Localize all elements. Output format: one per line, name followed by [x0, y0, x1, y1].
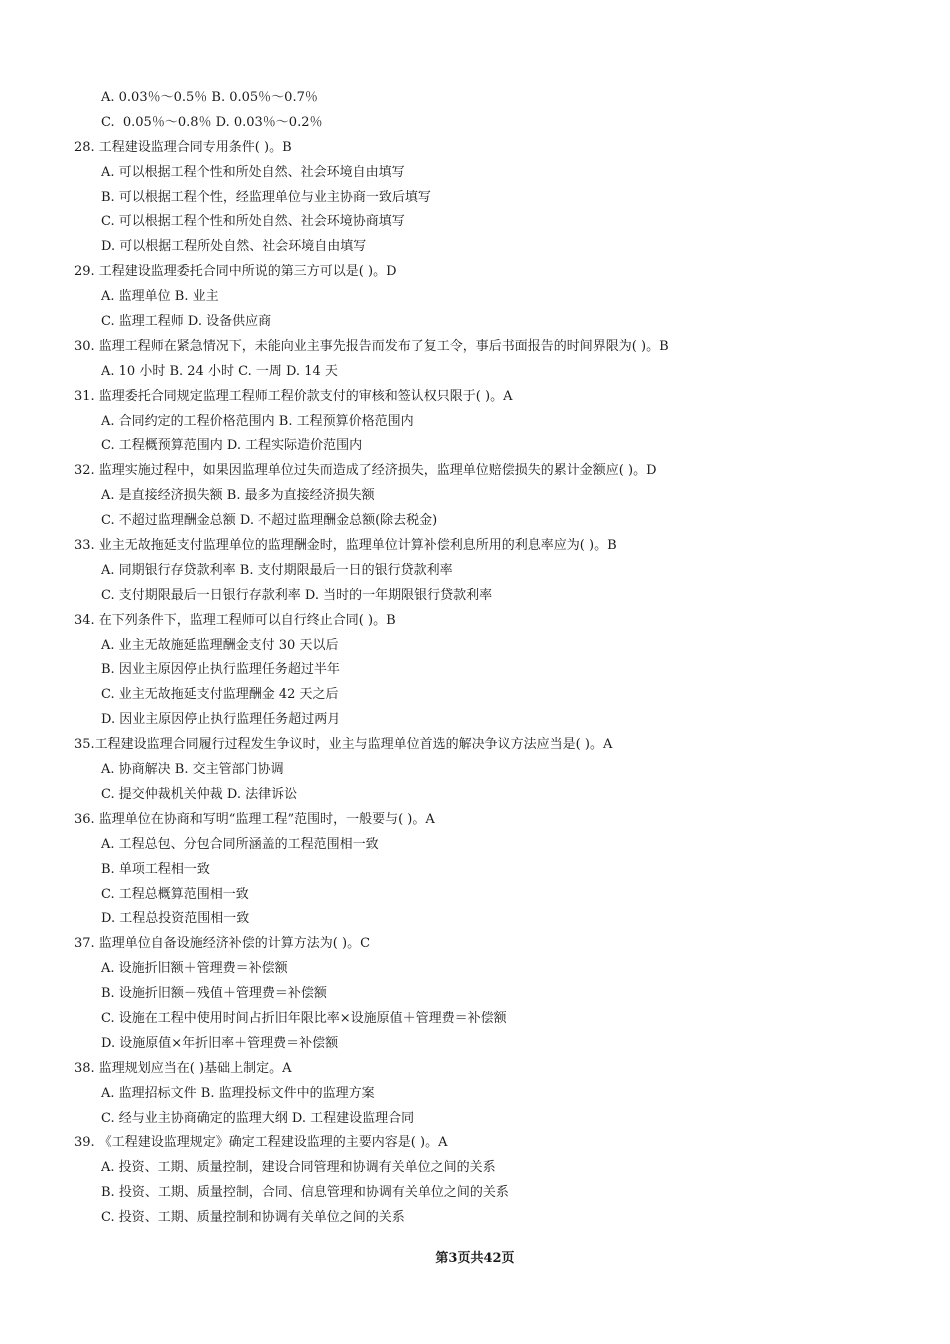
- question-stem: 32. 监理实施过程中，如果因监理单位过失而造成了经济损失，监理单位赔偿损失的累计金额应( )。D: [74, 463, 657, 479]
- answer-options: B. 可以根据工程个性，经监理单位与业主协商一致后填写: [101, 189, 431, 205]
- answer-options: D. 可以根据工程所处自然、社会环境自由填写: [101, 239, 367, 255]
- answer-options: A. 合同约定的工程价格范围内 B. 工程预算价格范围内: [101, 413, 414, 429]
- answer-options: C. 支付期限最后一日银行存款利率 D. 当时的一年期限银行贷款利率: [101, 587, 493, 603]
- answer-options: C. 提交仲裁机关仲裁 D. 法律诉讼: [101, 786, 298, 802]
- answer-options: C. 可以根据工程个性和所处自然、社会环境协商填写: [101, 214, 405, 230]
- document-body: [0, 86, 950, 1231]
- question-stem: 39. 《工程建设监理规定》确定工程建设监理的主要内容是( )。A: [74, 1135, 448, 1151]
- answer-options: C. 投资、工期、质量控制和协调有关单位之间的关系: [101, 1210, 405, 1226]
- answer-options: A. 监理单位 B. 业主: [101, 289, 219, 305]
- answer-options: A. 协商解决 B. 交主管部门协调: [101, 762, 284, 778]
- answer-options: A. 设施折旧额＋管理费＝补偿额: [101, 961, 288, 977]
- answer-options: A. 可以根据工程个性和所处自然、社会环境自由填写: [101, 164, 405, 180]
- question-stem: 33. 业主无故拖延支付监理单位的监理酬金时，监理单位计算补偿利息所用的利息率应为( )。B: [74, 538, 617, 554]
- question-stem: 36. 监理单位在协商和写明“监理工程”范围时，一般要与( )。A: [74, 811, 435, 827]
- answer-options: C. 业主无故拖延支付监理酬金 42 天之后: [101, 687, 339, 703]
- answer-options: A. 0.03％～0.5％ B. 0.05％～0.7％: [101, 90, 318, 105]
- question-stem: 31. 监理委托合同规定监理工程师工程价款支付的审核和签认权只限于( )。A: [74, 388, 513, 404]
- question-stem: 30. 监理工程师在紧急情况下，未能向业主事先报告而发布了复工令，事后书面报告的时间界限为( )。B: [74, 338, 669, 354]
- answer-options: A. 业主无故施延监理酬金支付 30 天以后: [101, 637, 339, 653]
- answer-options: C. 设施在工程中使用时间占折旧年限比率×设施原值＋管理费＝补偿额: [101, 1010, 507, 1026]
- answer-options: B. 设施折旧额－残值＋管理费＝补偿额: [101, 986, 327, 1002]
- answer-options: C. 经与业主协商确定的监理大纲 D. 工程建设监理合同: [101, 1110, 415, 1126]
- answer-options: A. 投资、工期、质量控制，建设合同管理和协调有关单位之间的关系: [101, 1160, 496, 1176]
- question-stem: 29. 工程建设监理委托合同中所说的第三方可以是( )。D: [74, 264, 397, 280]
- answer-options: B. 因业主原因停止执行监理任务超过半年: [101, 662, 340, 678]
- answer-options: D. 设施原值×年折旧率＋管理费＝补偿额: [101, 1035, 339, 1051]
- question-stem: 34. 在下列条件下，监理工程师可以自行终止合同( )。B: [74, 612, 396, 628]
- answer-options: A. 同期银行存贷款利率 B. 支付期限最后一日的银行贷款利率: [101, 562, 453, 578]
- answer-options: A. 是直接经济损失额 B. 最多为直接经济损失额: [101, 488, 375, 504]
- answer-options: A. 10 小时 B. 24 小时 C. 一周 D. 14 天: [101, 363, 338, 379]
- page-number: 第3页共42页: [435, 1251, 515, 1266]
- answer-options: A. 监理招标文件 B. 监理投标文件中的监理方案: [101, 1085, 375, 1101]
- question-stem: 38. 监理规划应当在( )基础上制定。A: [74, 1060, 292, 1076]
- answer-options: C. 0.05％～0.8％ D. 0.03％～0.2％: [101, 114, 323, 130]
- question-stem: 28. 工程建设监理合同专用条件( )。B: [74, 139, 292, 155]
- answer-options: D. 工程总投资范围相一致: [101, 911, 250, 927]
- answer-options: C. 工程总概算范围相一致: [101, 886, 249, 902]
- answer-options: A. 工程总包、分包合同所涵盖的工程范围相一致: [101, 836, 379, 852]
- answer-options: C. 监理工程师 D. 设备供应商: [101, 314, 272, 330]
- answer-options: D. 因业主原因停止执行监理任务超过两月: [101, 712, 341, 728]
- answer-options: C. 不超过监理酬金总额 D. 不超过监理酬金总额(除去税金): [101, 513, 438, 529]
- question-stem: 35.工程建设监理合同履行过程发生争议时，业主与监理单位首选的解决争议方法应当是( )。A: [74, 737, 613, 753]
- answer-options: C. 工程概预算范围内 D. 工程实际造价范围内: [101, 438, 363, 454]
- answer-options: B. 单项工程相一致: [101, 861, 210, 877]
- question-stem: 37. 监理单位自备设施经济补偿的计算方法为( )。C: [74, 936, 371, 952]
- answer-options: B. 投资、工期、质量控制，合同、信息管理和协调有关单位之间的关系: [101, 1185, 509, 1201]
